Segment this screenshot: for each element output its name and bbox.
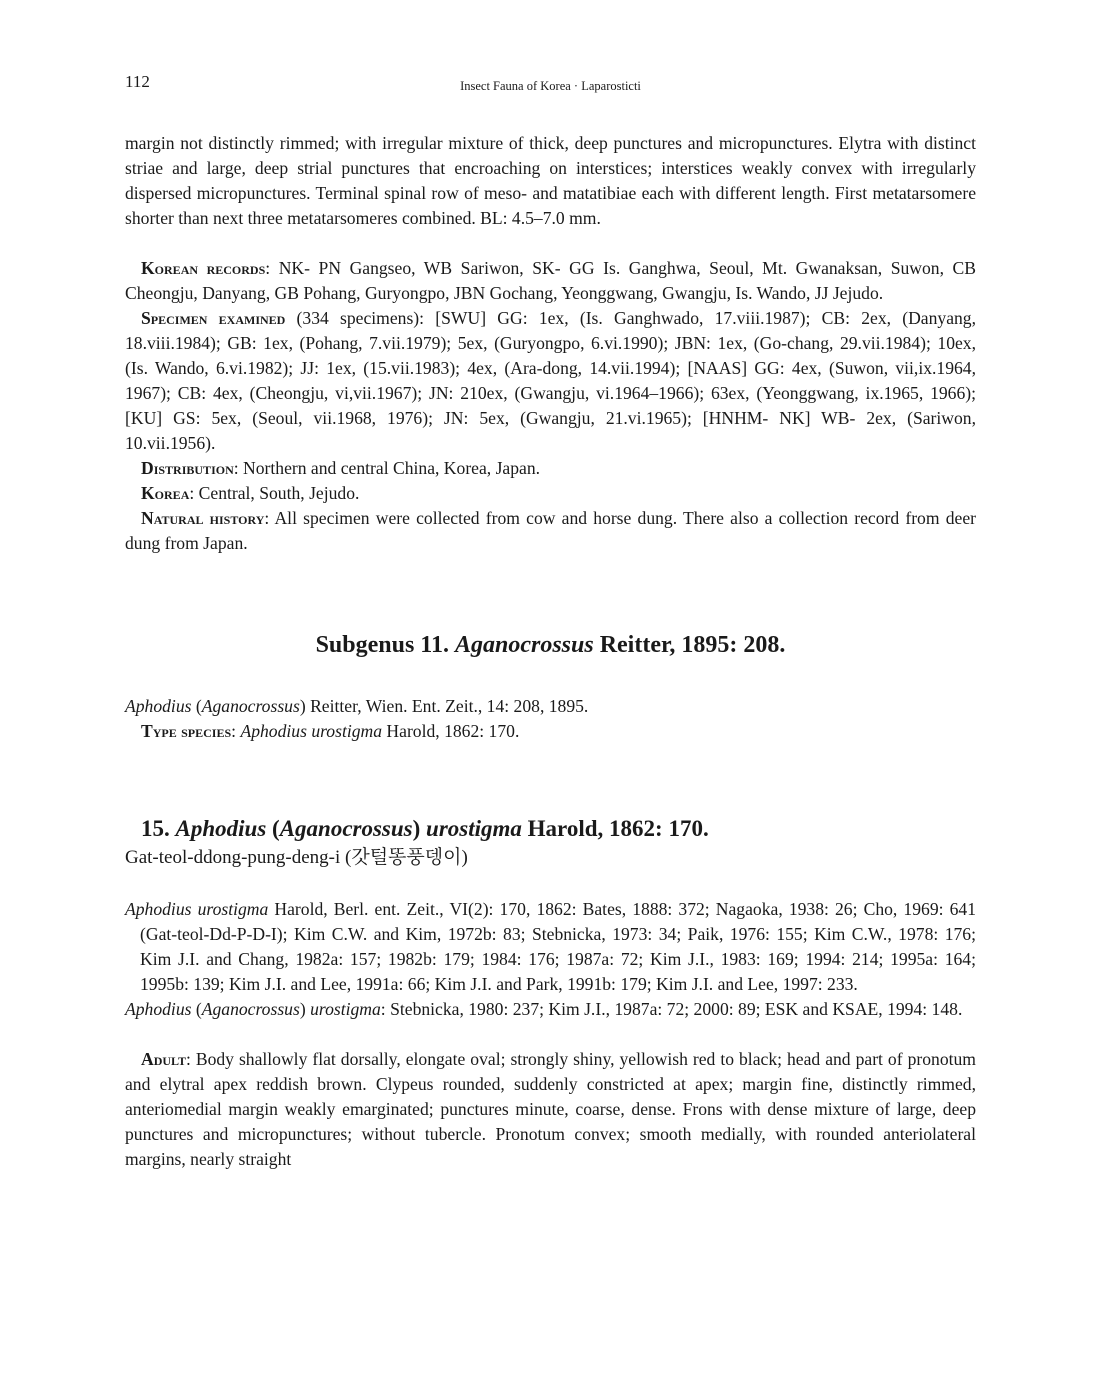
synonymy-sub-open: ( xyxy=(191,999,202,1019)
species-epithet: urostigma xyxy=(426,816,522,841)
continuation-paragraph: margin not distinctly rimmed; with irregular mixture of thick, deep punctures and micropunctures. Elytra with distinct striae and large, deep strial punctures that encroaching on interstices; interstices weakly convex with irregularly dispersed micropunctures. Terminal spinal row of meso- and matatibiae each with different length. First metatarsomere shorter than next three metatarsomeres combined. BL: 4.5–7.0 mm. xyxy=(125,133,976,228)
synonymy-text: Harold, Berl. ent. Zeit., VI(2): 170, 1862: Bates, 1888: 372; Nagaoka, 1938: 26; Cho, 1969: 641 (Gat-teol-Dd-P-D-I); Kim C.W. and Kim, 1972b: 83; Stebnicka, 1973: 34; Paik, 1976: 155; Kim C.W., 1978: 176; Kim J.I. and Chang, 1982a: 157; 1982b: 179; 1984: 176; 1987a: 72; Kim J.I., 1983: 169; 1994: 214; 1995a: 164; 1995b: 139; Kim J.I. and Lee, 1991a: 66; Kim J.I. and Park, 1991b: 179; Kim J.I. and Lee, 1997: 233. xyxy=(140,899,977,994)
adult-text: : Body shallowly flat dorsally, elongate oval; strongly shiny, yellowish red to black; head and part of pronotum and elytral apex reddish brown. Clypeus rounded, suddenly constricted at apex; margin fine, distinctly rimmed, anteriomedial margin weakly emarginated; punctures minute, coarse, dense. Frons with dense mixture of large, deep punctures and micropunctures; without tubercle. Pronotum convex; smooth medially, with rounded anteriolateral margins, nearly straight xyxy=(125,1049,976,1169)
page-header xyxy=(125,72,976,100)
synonymy-entry xyxy=(125,997,976,1022)
subgenus-prefix: Subgenus 11. xyxy=(315,632,455,658)
specimen-examined-text: (334 specimens): [SWU] GG: 1ex, (Is. Ganghwado, 17.viii.1987); CB: 2ex, (Danyang, 18.viii.1984); GB: 1ex, (Pohang, 7.vii.1979); 5ex, (Guryongpo, 6.vi.1990); JBN: 1ex, (Go-chang, 29.vii.1984); 10ex, (Is. Wando, 6.vi.1982); JJ: 1ex, (15.vii.1983); 4ex, (Ara-dong, 14.vii.1994); [NAAS] GG: 4ex, (Suwon, vii,ix.1964, 1967); CB: 4ex, (Cheongju, vi,vii.1967); JN: 210ex, (Gwangju, vi.1964–1966); 63ex, (Yeonggwang, ix.1965, 1966); [KU] GS: 5ex, (Seoul, vii.1968, 1976); JN: 5ex, (Gwangju, 21.vi.1965); [HNHM- NK] WB- 2ex, (Sariwon, 10.vii.1956). xyxy=(125,308,976,453)
subgenus-reference xyxy=(125,694,976,719)
specimen-examined-label: Specimen examined xyxy=(141,308,286,328)
species-subgenus: Aganocrossus xyxy=(279,816,413,841)
natural-history-paragraph xyxy=(125,506,976,556)
subgenus-ref-subgenus: Aganocrossus xyxy=(201,696,300,716)
natural-history-label: Natural history xyxy=(141,508,265,528)
page-content xyxy=(125,131,976,1172)
synonymy-name: Aphodius urostigma xyxy=(125,899,269,919)
running-title: Insect Fauna of Korea · Laparosticti xyxy=(460,79,641,93)
type-species-colon: : xyxy=(231,721,241,741)
type-species-rest: Harold, 1862: 170. xyxy=(382,721,520,741)
korea-text: : Central, South, Jejudo. xyxy=(189,483,360,503)
distribution-text: : Northern and central China, Korea, Japan. xyxy=(233,458,541,478)
species-common-name: Gat-teol-ddong-pung-deng-i (갓털똥풍뎅이) xyxy=(125,847,468,868)
synonymy-sub-close: ) xyxy=(299,999,311,1019)
subgenus-name: Aganocrossus xyxy=(454,632,594,658)
subgenus-ref-paren: ( xyxy=(191,696,202,716)
korea-label: Korea xyxy=(141,483,190,503)
type-species-paragraph xyxy=(125,719,976,744)
synonymy-genus: Aphodius xyxy=(125,999,192,1019)
species-sub-close: ) xyxy=(412,816,427,841)
species-genus: Aphodius xyxy=(175,816,267,841)
synonymy-subgenus: Aganocrossus xyxy=(201,999,300,1019)
synonymy-entry xyxy=(125,897,976,997)
subgenus-author: Reitter, 1895: 208. xyxy=(593,632,786,658)
type-species-label: Type species xyxy=(141,721,232,741)
natural-history-text: : All specimen were collected from cow and horse dung. There also a collection record from deer dung from Japan. xyxy=(125,508,976,553)
korean-records-label: Korean records xyxy=(141,258,266,278)
species-author: Harold, 1862: 170. xyxy=(521,816,709,841)
korean-records-text: : NK- PN Gangseo, WB Sariwon, SK- GG Is. Ganghwa, Seoul, Mt. Gwanaksan, Suwon, CB Cheongju, Danyang, GB Pohang, Guryongpo, JBN Gochang, Yeonggwang, Gwangju, Is. Wando, JJ Jejudo. xyxy=(125,258,976,303)
synonymy-epithet: urostigma xyxy=(310,999,381,1019)
subgenus-ref-rest: ) Reitter, Wien. Ent. Zeit., 14: 208, 1895. xyxy=(299,696,589,716)
synonymy-text: : Stebnicka, 1980: 237; Kim J.I., 1987a: 72; 2000: 89; ESK and KSAE, 1994: 148. xyxy=(380,999,963,1019)
species-heading xyxy=(141,814,976,844)
korean-records-paragraph xyxy=(125,256,976,306)
type-species-name: Aphodius urostigma xyxy=(240,721,383,741)
subgenus-ref-genus: Aphodius xyxy=(125,696,192,716)
page-number: 112 xyxy=(125,72,150,91)
korea-paragraph xyxy=(125,481,976,506)
species-number: 15. xyxy=(141,816,176,841)
adult-paragraph xyxy=(125,1047,976,1172)
species-sub-open: ( xyxy=(266,816,280,841)
specimen-examined-paragraph xyxy=(125,306,976,456)
subgenus-heading xyxy=(125,630,976,660)
adult-label: Adult xyxy=(141,1049,186,1069)
distribution-label: Distribution xyxy=(141,458,234,478)
distribution-paragraph xyxy=(125,456,976,481)
